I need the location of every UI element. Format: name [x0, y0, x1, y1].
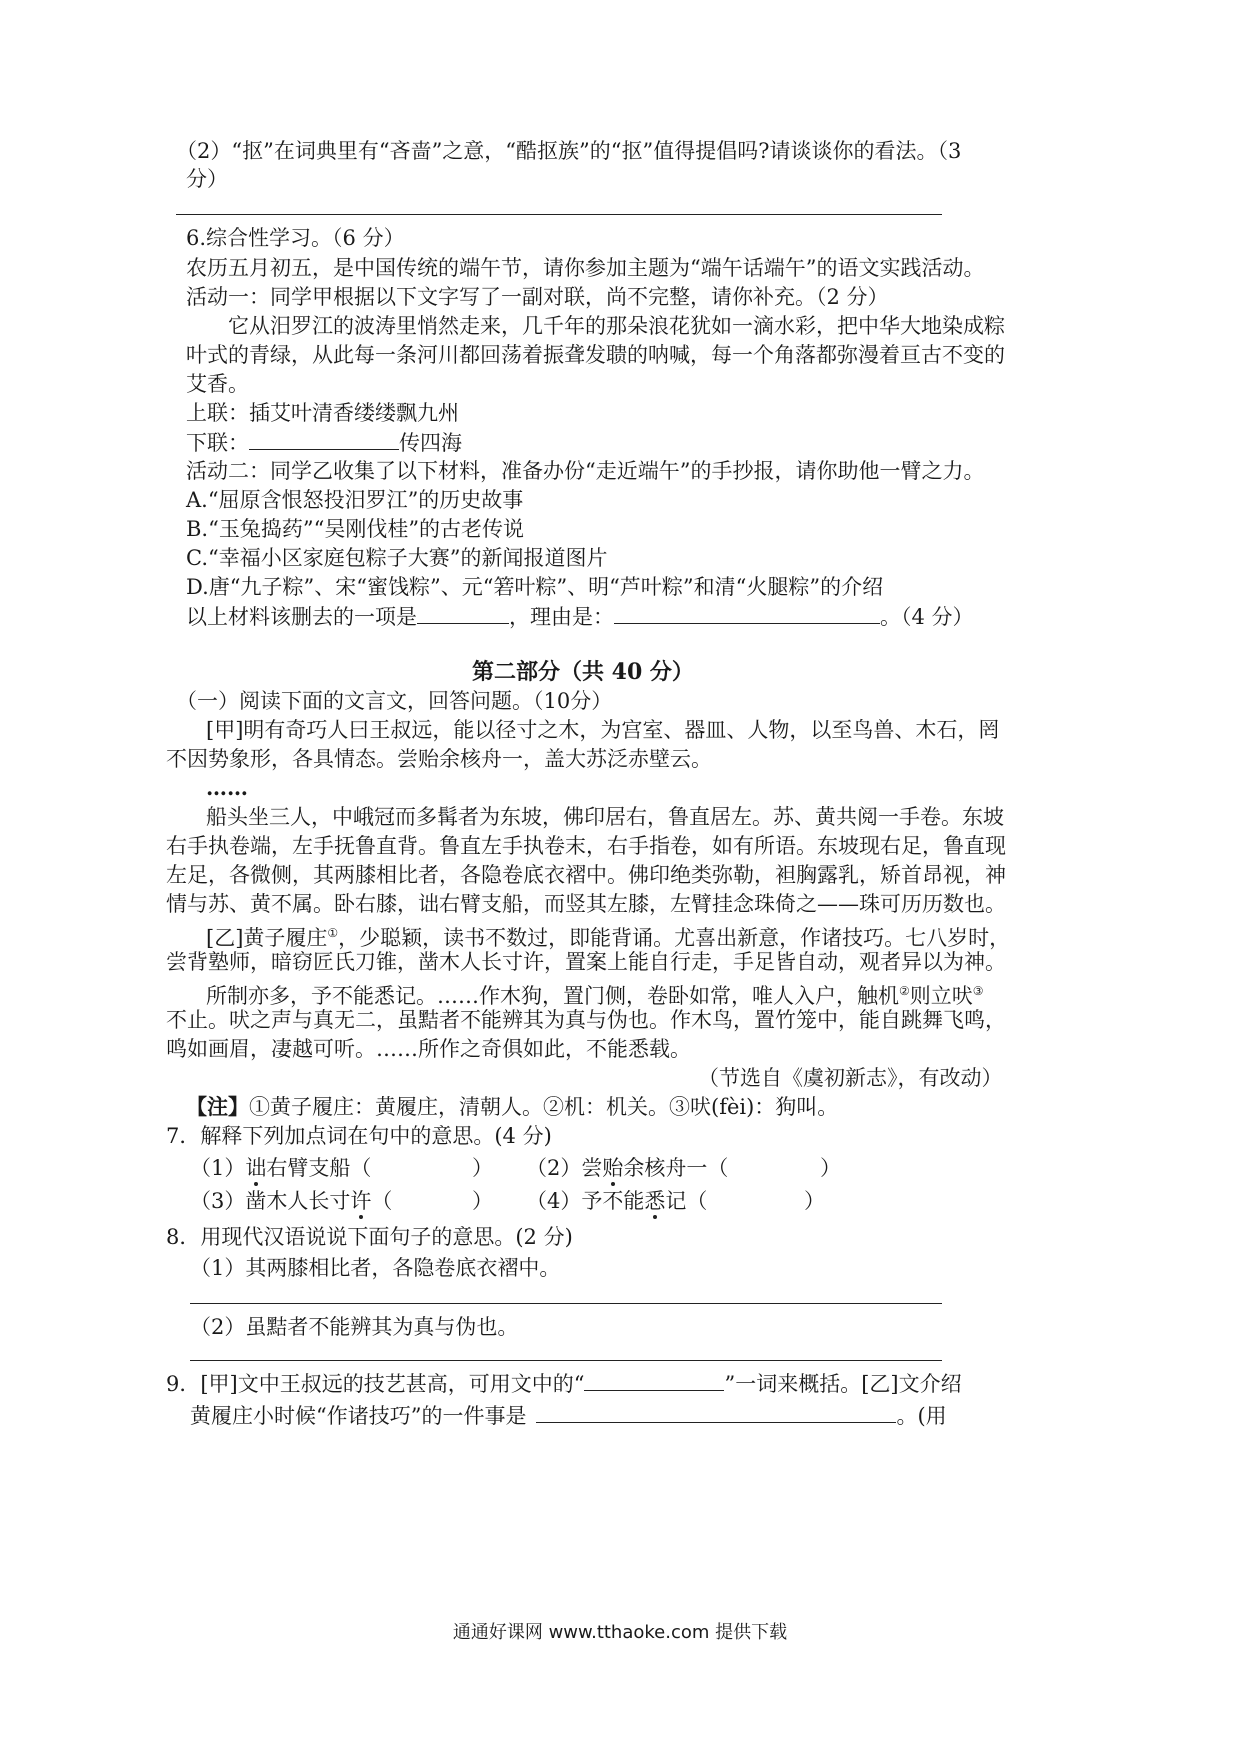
- q6-delete-suffix: 。（4 分）: [880, 605, 974, 629]
- q6-passage-line3: 艾香。: [186, 372, 249, 396]
- paragraph-line1: 船头坐三人，中峨冠而多髯者为东坡，佛印居右，鲁直居左。苏、黄共阅一手卷。东坡: [206, 805, 1004, 829]
- q9-line1-b: ”一词来概括。[乙]文介绍: [724, 1372, 962, 1396]
- part2-subheading: （一）阅读下面的文言文，回答问题。（10分）: [176, 689, 613, 713]
- paragraph-line4: 情与苏、黄不属。卧右膝，诎右臂支船，而竖其左膝，左臂挂念珠倚之——珠可历历数也。: [166, 892, 1006, 916]
- ellipsis: ……: [206, 775, 248, 800]
- q9-word-blank[interactable]: [584, 1368, 724, 1391]
- q6-delete-mid: ，理由是：: [509, 605, 614, 629]
- jia-line2: 不因势象形，各具情态。尝贻余核舟一，盖大苏泛赤壁云。: [166, 747, 712, 771]
- q7-item3-dotted: 许: [350, 1189, 372, 1213]
- q7-item1-close: ）: [472, 1156, 493, 1180]
- q7-item2-dotted: 贻: [602, 1156, 624, 1180]
- q6-passage-line1: 它从汨罗江的波涛里悄然走来，几千年的那朵浪花犹如一滴水彩，把中华大地染成粽: [228, 314, 1005, 338]
- q6-delete-prefix: 以上材料该删去的一项是: [186, 605, 417, 629]
- q6-option-a: A.“屈原含恨怒投汨罗江”的历史故事: [186, 488, 524, 512]
- q7-item4-dotted: 悉: [644, 1189, 666, 1213]
- q7-item4-pre: （4）予不能: [526, 1189, 645, 1213]
- q9-event-blank[interactable]: [536, 1400, 896, 1423]
- page-footer: 通通好课网 www.tthaoke.com 提供下载: [452, 1622, 788, 1643]
- q7-item2-pre: （2）尝: [526, 1156, 603, 1180]
- q8-answer-line-2: [190, 1360, 942, 1361]
- jia-line1: [甲]明有奇巧人曰王叔远，能以径寸之木，为宫室、器皿、人物，以至鸟兽、木石，罔: [206, 718, 1000, 742]
- q6-upper-couplet: 上联：插艾叶清香缕缕飘九州: [186, 401, 459, 425]
- q7-item3-post: （: [371, 1189, 393, 1213]
- q6-activity2: 活动二：同学乙收集了以下材料，准备办份“走近端午”的手抄报，请你助他一臂之力。: [186, 459, 985, 483]
- reason-blank[interactable]: [614, 601, 880, 624]
- yi-line2: 尝背塾师，暗窃匠氏刀锥，凿木人长寸许，置案上能自行走，手足皆自动，观者异以为神。: [166, 950, 1006, 974]
- answer-line: [176, 214, 942, 215]
- q7-item1-dotted: 诎: [245, 1156, 267, 1180]
- footnotes: [186, 1092, 838, 1122]
- footnote-marker-1: ①: [327, 926, 339, 940]
- q8-title: 8．用现代汉语说说下面句子的意思。(2 分): [166, 1225, 573, 1249]
- q7-item4: [526, 1186, 707, 1216]
- source-citation: （节选自《虞初新志》，有改动）: [698, 1066, 1003, 1090]
- q7-item2-post: 余核舟一（: [623, 1156, 729, 1180]
- q7-item2: [526, 1153, 728, 1183]
- footnote-marker-2: ②: [899, 984, 910, 998]
- q6-intro: 农历五月初五，是中国传统的端午节，请你参加主题为“端午话端午”的语文实践活动。: [186, 256, 985, 280]
- q8-sentence1: （1）其两膝相比者，各隐卷底衣褶中。: [190, 1256, 561, 1280]
- q9-line1-a: 9．[甲]文中王叔远的技艺甚高，可用文中的“: [166, 1372, 585, 1396]
- q6-title: 6.综合性学习。（6 分）: [186, 226, 405, 250]
- delete-item-blank[interactable]: [417, 601, 509, 624]
- q7-item3-close: ）: [472, 1189, 493, 1213]
- yi-line1-b: ，少聪颖，读书不数过，即能背诵。尤喜出新意，作诸技巧。七八岁时，: [338, 926, 1011, 950]
- q8-answer-line-1: [190, 1303, 942, 1304]
- lower-couplet-blank[interactable]: [249, 427, 399, 450]
- q7-item1-post: 右臂支船（: [266, 1156, 372, 1180]
- q7-item3: [190, 1186, 392, 1216]
- yi-line3-a: 所制亦多，予不能悉记。……作木狗，置门侧，卷卧如常，唯人入户，触机: [206, 984, 899, 1008]
- q6-passage-line2: 叶式的青绿，从此每一条河川都回荡着振聋发聩的呐喊，每一个角落都弥漫着亘古不变的: [186, 343, 1005, 367]
- q9-line2-a: 黄履庄小时候“作诸技巧”的一件事是: [190, 1404, 527, 1428]
- q6-delete-question: [186, 601, 974, 632]
- q6-lower-prefix: 下联：: [186, 431, 249, 455]
- yi-line1-a: [乙]黄子履庄: [206, 926, 328, 950]
- paragraph-line2: 右手执卷端，左手抚鲁直背。鲁直左手执卷末，右手指卷，如有所语。东坡现右足，鲁直现: [166, 834, 1006, 858]
- q7-item3-pre: （3）凿木人长寸: [190, 1189, 351, 1213]
- yi-line5: 鸣如画眉，凄越可听。……所作之奇俱如此，不能悉载。: [166, 1037, 691, 1061]
- part2-heading: 第二部分（共 40 分）: [472, 659, 694, 685]
- q7-item1: [190, 1153, 371, 1183]
- q9-line2: [190, 1400, 947, 1431]
- yi-line3-b: 则立吠: [909, 984, 973, 1008]
- q6-lower-couplet: [186, 427, 462, 458]
- q7-item4-close: ）: [804, 1189, 825, 1213]
- q6-option-b: B.“玉兔捣药”“吴刚伐桂”的古老传说: [186, 517, 525, 541]
- q9-line2-b: 。(用: [896, 1404, 947, 1428]
- q5-2-line2: 分）: [186, 167, 228, 191]
- q6-option-c: C.“幸福小区家庭包粽子大赛”的新闻报道图片: [186, 546, 608, 570]
- q5-2-line1: （2）“抠”在词典里有“吝啬”之意，“酷抠族”的“抠”值得提倡吗?请谈谈你的看法。（3: [176, 139, 962, 163]
- q8-sentence2: （2）虽黠者不能辨其为真与伪也。: [190, 1315, 519, 1339]
- q7-item4-post: 记（: [665, 1189, 708, 1213]
- q7-title: 7．解释下列加点词在句中的意思。(4 分): [166, 1124, 552, 1148]
- paragraph-line3: 左足，各微侧，其两膝相比者，各隐卷底衣褶中。佛印绝类弥勒，袒胸露乳，矫首昂视，神: [166, 863, 1006, 887]
- note-text: ①黄子履庄：黄履庄，清朝人。②机：机关。③吠(fèi)：狗叫。: [249, 1095, 839, 1119]
- q7-item1-pre: （1）: [190, 1156, 246, 1180]
- q7-item2-close: ）: [820, 1156, 841, 1180]
- q6-activity1: 活动一：同学甲根据以下文字写了一副对联，尚不完整，请你补充。（2 分）: [186, 285, 889, 309]
- note-tag: 【注】: [186, 1094, 249, 1119]
- q9-line1: [166, 1368, 962, 1399]
- q6-option-d: D.唐“九子粽”、宋“蜜饯粽”、元“箬叶粽”、明“芦叶粽”和清“火腿粽”的介绍: [186, 575, 884, 599]
- footnote-marker-3: ③: [972, 984, 984, 998]
- yi-line4: 不止。吠之声与真无二，虽黠者不能辨其为真与伪也。作木鸟，置竹笼中，能自跳舞飞鸣，: [166, 1008, 1006, 1032]
- q6-lower-suffix: 传四海: [399, 431, 462, 455]
